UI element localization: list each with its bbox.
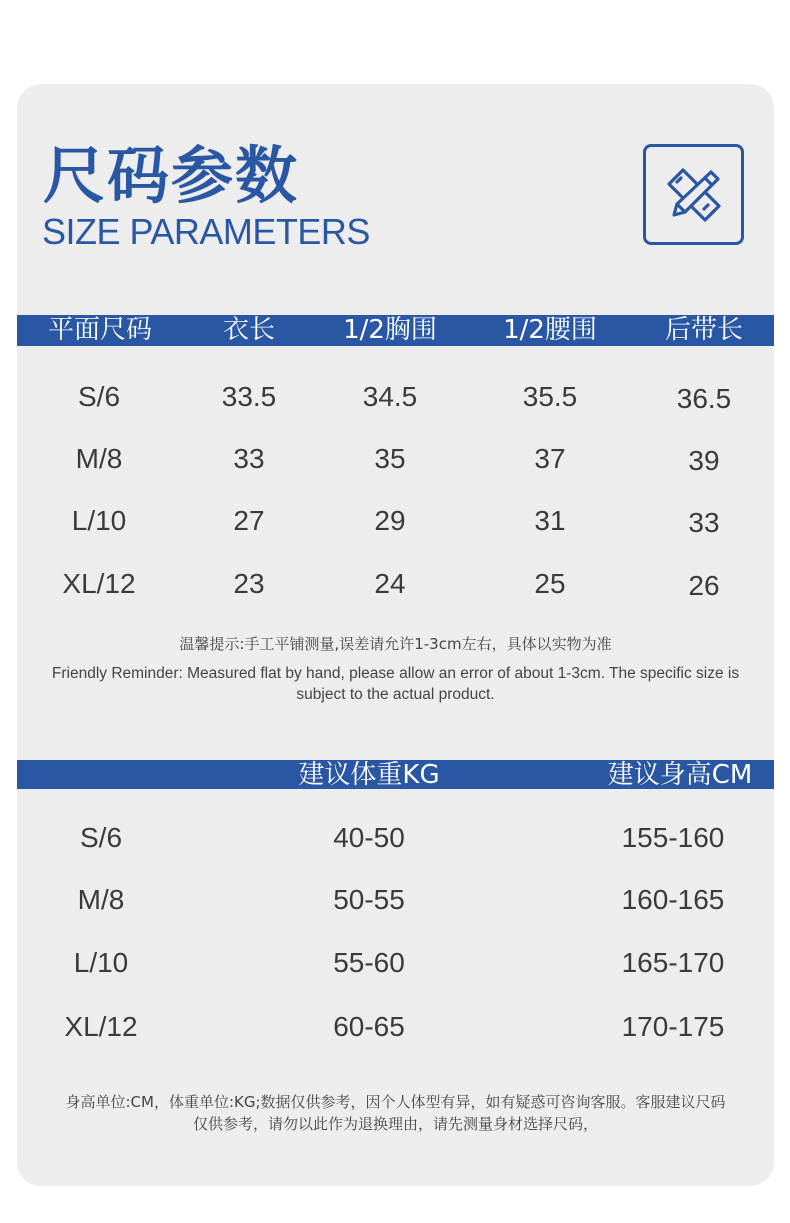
table2-cell: M/8 [77, 884, 125, 915]
table1-cell: 29 [374, 505, 406, 536]
table1-col-chest: 1/2胸围 [343, 315, 437, 345]
table2-col-size [17, 760, 183, 789]
reminder-note-en: Friendly Reminder: Measured flat by hand, please allow an error of about 1-3cm. The specific size is subject to the actual product. [51, 665, 740, 703]
table2-col-height: 建议身高CM [607, 760, 753, 790]
table1-header [17, 315, 774, 346]
reminder-note-cn: 温馨提示:手工平铺测量,误差请允许1-3cm左右，具体以实物为准 [179, 635, 612, 653]
table1-cell: 24 [374, 568, 406, 599]
table1-cell: M/8 [75, 443, 123, 474]
table1-cell: 33 [233, 443, 265, 474]
table2-cell: 160-165 [621, 884, 725, 915]
table1-cell: 33.5 [221, 381, 277, 412]
table1-cell: 27 [233, 505, 265, 536]
table1-cell: S/6 [77, 381, 121, 412]
page-title-en: SIZE PARAMETERS [42, 211, 370, 252]
table1-cell: 23 [233, 568, 265, 599]
table1-col-strap: 后带长 [664, 315, 743, 345]
page-title-cn: 尺码参数 [43, 139, 300, 212]
table1-cell: 35.5 [522, 381, 578, 412]
table1-cell: 25 [534, 568, 566, 599]
table2-cell: 50-55 [333, 884, 405, 915]
table1-cell: 33 [688, 507, 720, 538]
table1-cell: 34.5 [362, 381, 418, 412]
table1-cell: 35 [374, 443, 406, 474]
table2-header [17, 760, 774, 789]
table2-cell: 155-160 [621, 822, 725, 853]
table2-cell: L/10 [73, 947, 129, 978]
table1-col-waist: 1/2腰围 [503, 315, 597, 345]
table2-cell: 60-65 [333, 1011, 405, 1042]
table2-cell: 170-175 [621, 1011, 725, 1042]
table1-cell: 26 [688, 570, 720, 601]
table2-col-weight: 建议体重KG [298, 760, 440, 790]
table1-cell: 36.5 [676, 383, 732, 414]
table1-cell: 37 [534, 443, 566, 474]
table1-cell: 39 [688, 445, 720, 476]
table2-cell: 40-50 [333, 822, 405, 853]
table2-cell: 55-60 [333, 947, 405, 978]
table1-cell: 31 [534, 505, 566, 536]
table1-cell: XL/12 [62, 568, 136, 599]
size-card [17, 84, 774, 1186]
disclaimer-line2: 仅供参考，请勿以此作为退换理由，请先测量身材选择尺码， [192, 1115, 598, 1133]
table1-cell: L/10 [71, 505, 127, 536]
ruler-pencil-icon [663, 164, 725, 226]
table1-col-size: 平面尺码 [47, 315, 152, 345]
ruler-pencil-icon-box [643, 144, 744, 245]
table1-col-length: 衣长 [222, 315, 275, 345]
table2-cell: 165-170 [621, 947, 725, 978]
table2-cell: XL/12 [64, 1011, 138, 1042]
disclaimer-line1: 身高单位:CM，体重单位:KG;数据仅供参考，因个人体型有异，如有疑惑可咨询客服。客服建议尺码 [65, 1093, 726, 1111]
table2-cell: S/6 [79, 822, 123, 853]
